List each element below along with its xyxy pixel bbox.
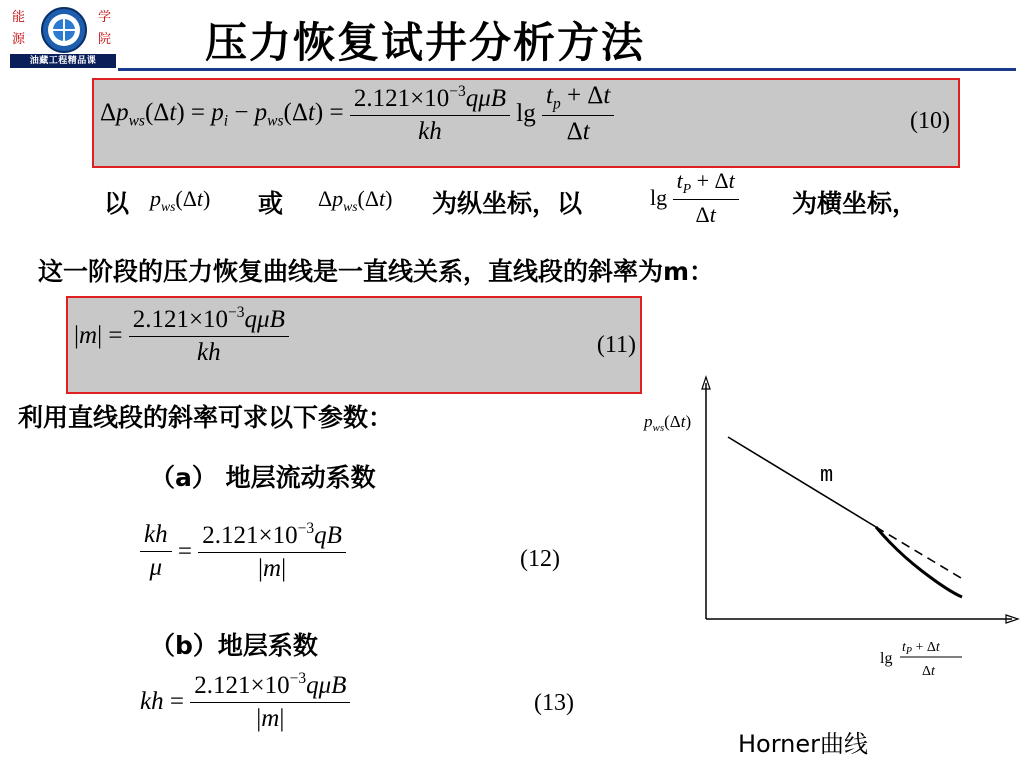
extrapolated-line	[876, 527, 966, 581]
intro-word: 为横坐标，	[792, 189, 918, 218]
svg-text:tP + Δt: $t_P + \Delta t$	[902, 640, 940, 657]
intro-word: 为纵坐标，以	[432, 189, 583, 218]
param-b-label: （b）地层系数	[150, 631, 318, 660]
school-logo	[10, 6, 116, 66]
logo-char: 院	[98, 32, 112, 47]
params-heading: 利用直线段的斜率可求以下参数：	[18, 403, 394, 432]
ordinate-symbol-2: $\Delta p_{ws}(\Delta t)$	[318, 186, 393, 214]
abscissa-symbol: lg $\frac{t_P + \Delta t}{\Delta t}$	[650, 168, 739, 228]
formula-12: $\frac{kh}{\mu}$ = $\frac{2.121\times 10^{-3}qB}{|m|}$	[140, 520, 346, 583]
intro-sentence: 这一阶段的压力恢复曲线是一直线关系，直线段的斜率为m：	[38, 257, 715, 286]
straight-line-segment	[728, 437, 876, 527]
emblem-icon	[36, 6, 92, 54]
equation-number: (10)	[910, 108, 950, 134]
logo-course-bar: 油藏工程精品课	[10, 54, 116, 68]
intro-word: 或	[258, 189, 284, 218]
x-axis-label	[880, 640, 962, 679]
formula-13: kh = $\frac{2.121\times 10^{-3}q\mu B}{|m|}$	[140, 670, 350, 733]
formula-11: |m| = $\frac{2.121\times 10^{-3}q\mu B}{kh}$	[74, 304, 289, 367]
param-a-label: （a） 地层流动系数	[150, 463, 376, 492]
slope-label: m	[820, 463, 834, 488]
page-title: 压力恢复试井分析方法	[205, 18, 646, 67]
equation-number: (11)	[596, 332, 636, 358]
late-time-curve	[876, 527, 962, 597]
formula-10: $\Delta p_{ws}(\Delta t) = p_i - p_{ws}(\Delta t)$ = $\frac{2.121\times 10^{-3}q\mu B}{kh}$ lg $\frac{t_p + \Delta t}{\Delta t}$	[100, 82, 614, 146]
svg-text:Δt: Δt	[922, 664, 935, 679]
logo-char: 能	[12, 10, 26, 25]
logo-char: 学	[98, 10, 112, 25]
intro-word: 以	[104, 189, 130, 218]
horner-chart	[640, 375, 1020, 695]
svg-text:lg: lg	[880, 650, 893, 667]
y-axis-label: $p_{ws}(\Delta t)$	[644, 412, 692, 434]
formula-box-10	[92, 78, 960, 168]
equation-number: (12)	[520, 546, 560, 572]
formula-box-11	[66, 296, 642, 394]
title-divider	[118, 68, 1016, 71]
logo-char: 源	[12, 32, 26, 47]
equation-number: (13)	[534, 690, 574, 716]
ordinate-symbol-1: $p_{ws}(\Delta t)$	[150, 186, 211, 214]
chart-caption: Horner曲线	[738, 730, 869, 758]
